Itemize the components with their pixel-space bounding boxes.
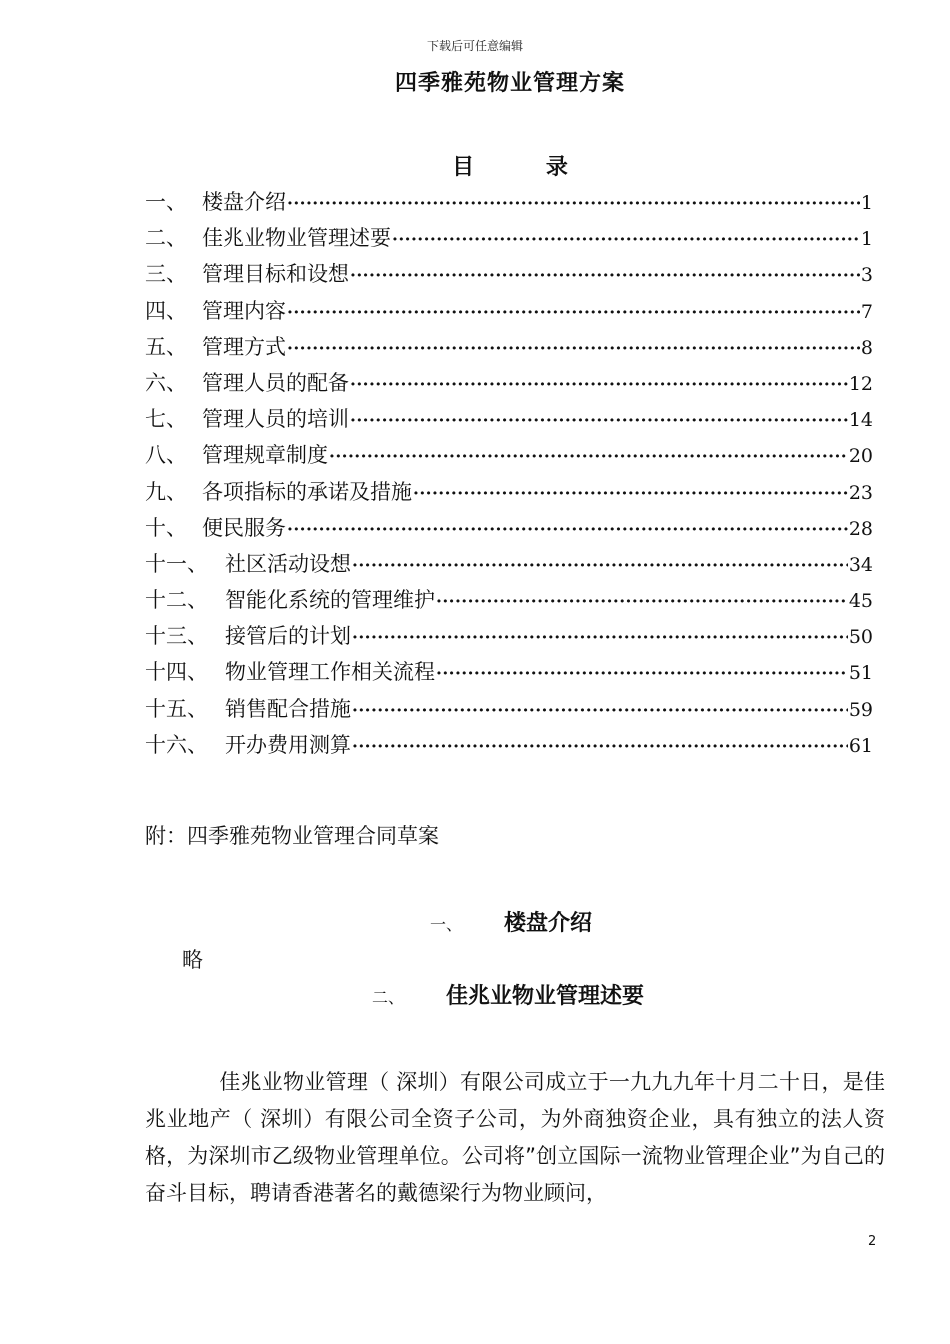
toc-entry-number: 十二、 <box>145 588 208 613</box>
toc-entry[interactable] <box>145 295 873 331</box>
section-number: 一、 <box>430 915 463 934</box>
toc-entry-number: 十一、 <box>145 551 208 576</box>
toc-leader-dots <box>329 447 848 467</box>
toc-entry[interactable] <box>145 620 873 656</box>
toc-leader-dots <box>392 230 860 250</box>
toc-entry-page: 59 <box>848 698 873 721</box>
toc-entry-number: 十六、 <box>145 732 208 757</box>
toc-entry[interactable] <box>145 584 873 620</box>
toc-entry-page: 1 <box>860 228 873 251</box>
section-1-body: 略 <box>182 948 203 972</box>
toc-entry[interactable] <box>145 548 873 584</box>
toc-leader-dots <box>352 628 848 648</box>
toc-leader-dots <box>287 520 848 540</box>
toc-entry-label: 佳兆业物业管理述要 <box>202 226 391 251</box>
toc-entry-page: 61 <box>848 734 873 757</box>
section-heading-2 <box>372 979 644 1010</box>
toc-entry[interactable] <box>145 656 873 692</box>
toc-entry[interactable] <box>145 331 873 367</box>
section-heading-1 <box>430 906 592 937</box>
toc-entry[interactable] <box>145 729 873 765</box>
toc-entry[interactable] <box>145 222 873 258</box>
toc-entry[interactable] <box>145 693 873 729</box>
toc-entry-page: 51 <box>848 662 873 685</box>
toc-entry-label: 社区活动设想 <box>225 551 351 576</box>
section-title: 楼盘介绍 <box>504 911 593 936</box>
toc-leader-dots <box>350 411 848 431</box>
toc-entry-number: 三、 <box>145 262 187 287</box>
toc-leader-dots <box>287 194 860 214</box>
toc-entry-page: 45 <box>848 590 873 613</box>
toc-leader-dots <box>287 339 860 359</box>
toc-entry-page: 12 <box>848 372 873 395</box>
section-2-text: 佳兆业物业管理（ 深圳）有限公司成立于一九九九年十月二十日，是佳兆业地产（ 深圳）有限公司全资子公司，为外商独资企业，具有独立的法人资格，为深圳市乙级物业管理单位。公司将”创立国际一流物业管理企业”为自己的奋斗目标，聘请香港著名的戴德梁行为物业顾问， <box>145 1070 885 1205</box>
toc-entry-label: 智能化系统的管理维护 <box>225 588 435 613</box>
toc-entry-number: 一、 <box>145 190 187 214</box>
toc-entry-label: 接管后的计划 <box>225 624 351 649</box>
toc-leader-dots <box>287 303 860 323</box>
toc-entry[interactable] <box>145 512 873 548</box>
toc-entry-label: 楼盘介绍 <box>202 190 286 214</box>
toc-entry-number: 十、 <box>145 515 187 540</box>
toc-entry-label: 各项指标的承诺及措施 <box>202 479 412 504</box>
toc-entry-page: 28 <box>848 517 873 540</box>
toc-entry-page: 23 <box>848 481 873 504</box>
toc-leader-dots <box>436 664 848 684</box>
toc-entry[interactable] <box>145 258 873 294</box>
toc-entry[interactable] <box>145 403 873 439</box>
toc-leader-dots <box>352 737 848 757</box>
toc-heading-left: 目 <box>452 155 475 180</box>
toc-entry-page: 8 <box>860 336 873 359</box>
appendix-line: 附：四季雅苑物业管理合同草案 <box>145 824 439 848</box>
toc-entry[interactable] <box>145 439 873 475</box>
toc-entry-number: 十三、 <box>145 624 208 649</box>
toc-entry-number: 二、 <box>145 226 187 251</box>
toc-leader-dots <box>350 375 848 395</box>
toc-leader-dots <box>352 556 848 576</box>
section-2-body <box>145 1064 885 1212</box>
toc-leader-dots <box>352 701 848 721</box>
page-number: 2 <box>868 1234 877 1249</box>
document-title: 四季雅苑物业管理方案 <box>394 71 625 96</box>
toc-entry-label: 管理人员的培训 <box>202 407 349 432</box>
toc-entry-number: 四、 <box>145 298 187 323</box>
toc-entry-page: 1 <box>860 192 873 214</box>
toc-entry-label: 管理人员的配备 <box>202 370 349 395</box>
toc-entry-number: 十四、 <box>145 660 208 685</box>
toc-heading <box>0 150 950 181</box>
section-title: 佳兆业物业管理述要 <box>446 984 645 1009</box>
toc-entry-page: 3 <box>860 264 873 287</box>
toc-entry-label: 销售配合措施 <box>225 696 351 721</box>
toc-entry-number: 六、 <box>145 370 187 395</box>
toc-entry-label: 物业管理工作相关流程 <box>225 660 435 685</box>
toc-entry-label: 管理目标和设想 <box>202 262 349 287</box>
toc-entry-page: 50 <box>848 626 873 649</box>
toc-entry-label: 便民服务 <box>202 515 286 540</box>
toc-entry[interactable] <box>145 476 873 512</box>
table-of-contents <box>145 186 873 765</box>
toc-entry-label: 开办费用测算 <box>225 732 351 757</box>
toc-leader-dots <box>350 266 860 286</box>
toc-entry-number: 九、 <box>145 479 187 504</box>
toc-entry-number: 十五、 <box>145 696 208 721</box>
toc-entry-page: 14 <box>848 409 873 432</box>
toc-leader-dots <box>413 484 848 504</box>
toc-entry-label: 管理内容 <box>202 298 286 323</box>
section-number: 二、 <box>372 988 405 1007</box>
toc-entry[interactable] <box>145 186 873 222</box>
toc-entry-number: 八、 <box>145 443 187 468</box>
toc-entry-page: 7 <box>860 300 873 323</box>
toc-entry-number: 五、 <box>145 334 187 359</box>
toc-entry-label: 管理方式 <box>202 334 286 359</box>
toc-entry-page: 20 <box>848 445 873 468</box>
toc-entry-number: 七、 <box>145 407 187 432</box>
toc-leader-dots <box>436 592 848 612</box>
header-note: 下载后可任意编辑 <box>426 39 523 53</box>
toc-entry-page: 34 <box>848 553 873 576</box>
toc-heading-right: 录 <box>545 155 568 180</box>
toc-entry-label: 管理规章制度 <box>202 443 328 468</box>
toc-entry[interactable] <box>145 367 873 403</box>
